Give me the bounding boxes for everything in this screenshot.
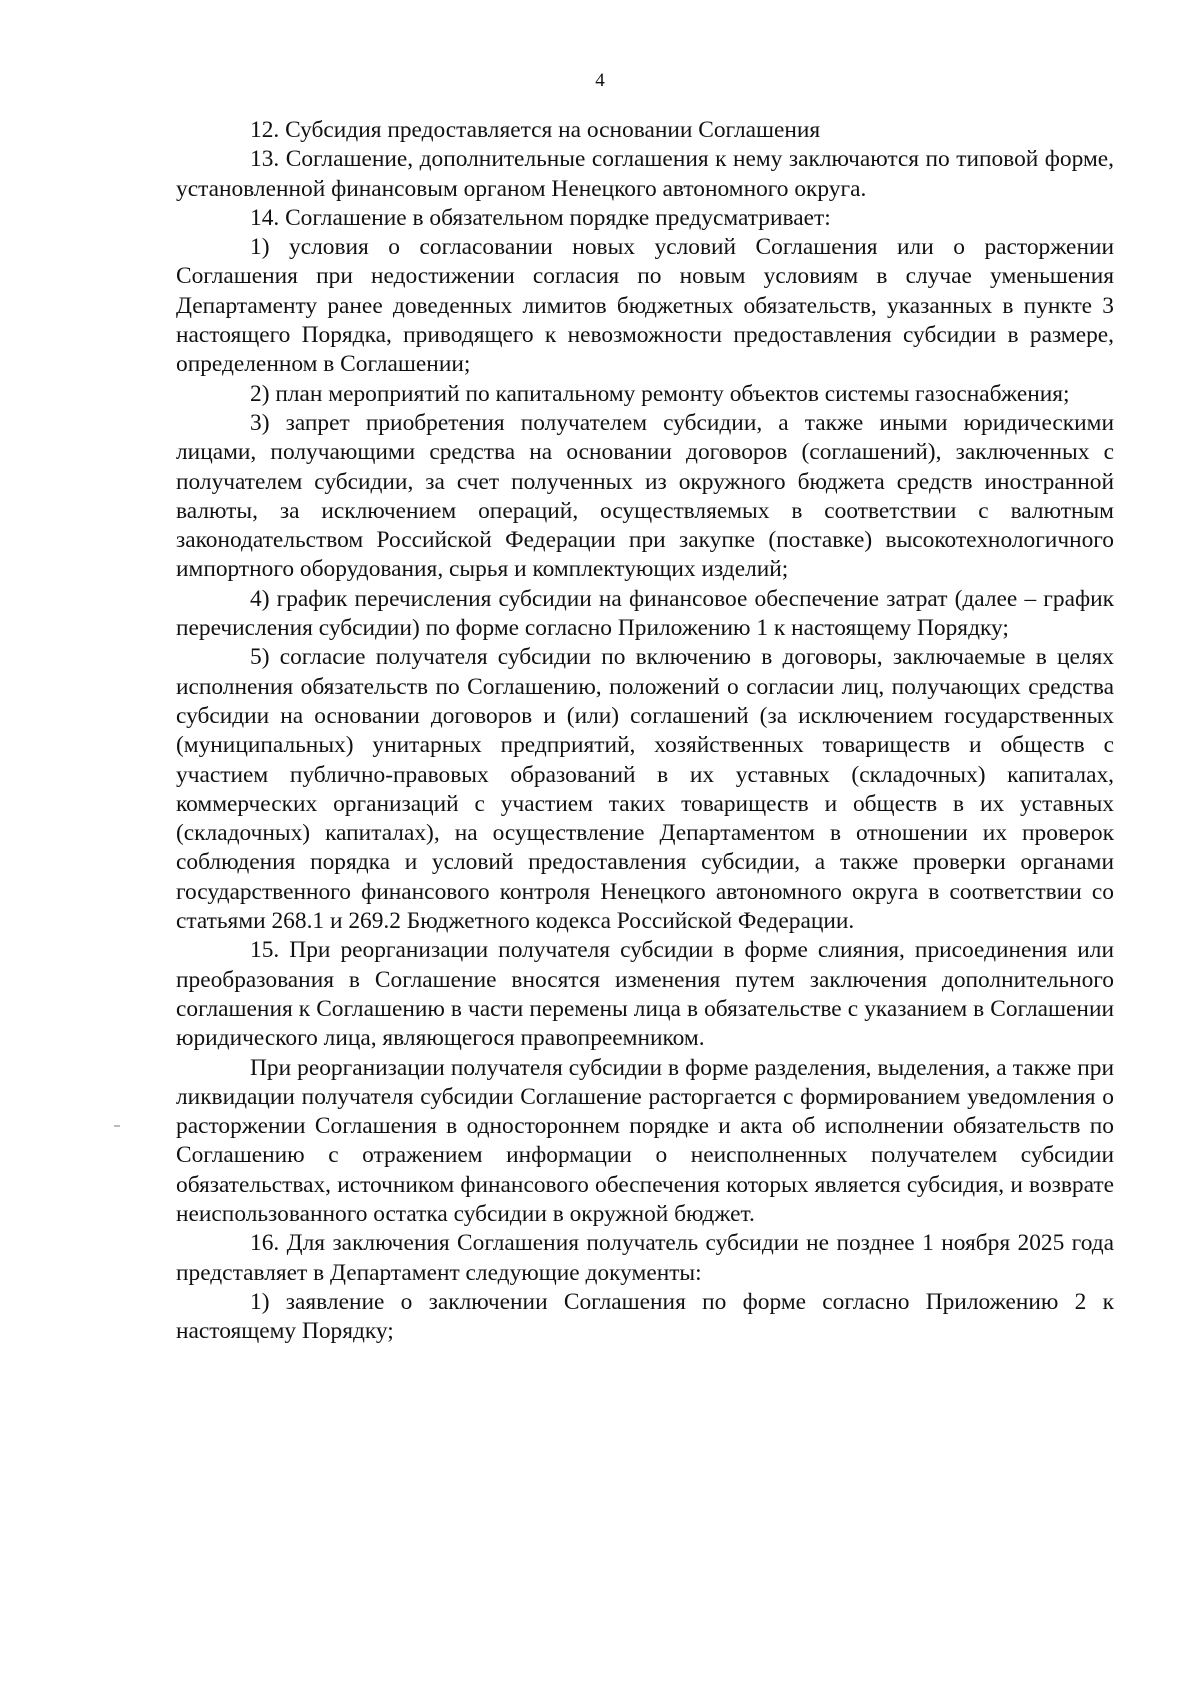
paragraph-16-item-1: 1) заявление о заключении Соглашения по форме согласно Приложению 2 к настоящему Порядку;	[176, 1288, 1114, 1345]
paragraph-13: 13. Соглашение, дополнительные соглашения к нему заключаются по типовой форме, установленной финансовым органом Ненецкого автономного округа.	[176, 146, 1114, 202]
paragraph-15: 15. При реорганизации получателя субсидии в форме слияния, присоединения или преобразования в Соглашение вносятся изменения путем заключения дополнительного соглашения к Соглашению в части перемены лица в обязательстве с указанием в Соглашении юридического лица, являющегося правопреемником.	[176, 937, 1114, 1052]
paragraph-14-item-5: 5) согласие получателя субсидии по включению в договоры, заключаемые в целях исполнения обязательств по Соглашению, положений о согласии лиц, получающих средства субсидии на основании договоров и (или) соглашений (за исключением государственных (муниципальных) унитарных предприятий, хозяйственных товариществ и обществ с участием публично-правовых образований в их уставных (складочных) капиталах, коммерческих организаций с участием таких товариществ и обществ в их уставных (складочных) капиталах), на осуществление Департаментом в отношении их проверок соблюдения порядка и условий предоставления субсидии, а также проверки органами государственного финансового контроля Ненецкого автономного округа в соответствии со статьями 268.1 и 269.2 Бюджетного кодекса Российской Федерации.	[176, 644, 1114, 935]
paragraph-14-item-3: 3) запрет приобретения получателем субсидии, а также иными юридическими лицами, получающими средства на основании договоров (соглашений), заключенных с получателем субсидии, за счет полученных из окружного бюджета средств иностранной валюты, за исключением операций, осуществляемых в соответствии с валютным законодательством Российской Федерации при закупке (поставке) высокотехнологичного импортного оборудования, сырья и комплектующих изделий;	[176, 409, 1114, 583]
paragraph-14-item-1: 1) условия о согласовании новых условий Соглашения или о расторжении Соглашения при недостижении согласия по новым условиям в случае уменьшения Департаменту ранее доведенных лимитов бюджетных обязательств, указанных в пункте 3 настоящего Порядка, приводящего к невозможности предоставления субсидии в размере, определенном в Соглашении;	[176, 234, 1114, 378]
document-body	[176, 116, 1114, 1346]
paragraph-12: 12. Субсидия предоставляется на основании Соглашения	[250, 117, 821, 143]
scan-mark	[114, 1125, 120, 1127]
paragraph-14-item-2: 2) план мероприятий по капитальному ремонту объектов системы газоснабжения;	[250, 380, 1070, 407]
paragraph-16: 16. Для заключения Соглашения получатель субсидии не позднее 1 ноября 2025 года представляет в Департамент следующие документы:	[176, 1230, 1114, 1286]
paragraph-14: 14. Соглашение в обязательном порядке предусматривает:	[250, 204, 831, 231]
paragraph-15-continued: При реорганизации получателя субсидии в форме разделения, выделения, а также при ликвидации получателя субсидии Соглашение расторгается с формированием уведомления о расторжении Соглашения в одностороннем порядке и акта об исполнении обязательств по Соглашению с отражением информации о неисполненных получателем субсидии обязательствах, источником финансового обеспечения которых является субсидия, и возврате неиспользованного остатка субсидии в окружной бюджет.	[176, 1054, 1114, 1227]
page-number: 4	[595, 70, 605, 91]
paragraph-14-item-4: 4) график перечисления субсидии на финансовое обеспечение затрат (далее – график перечисления субсидии) по форме согласно Приложению 1 к настоящему Порядку;	[176, 585, 1114, 642]
